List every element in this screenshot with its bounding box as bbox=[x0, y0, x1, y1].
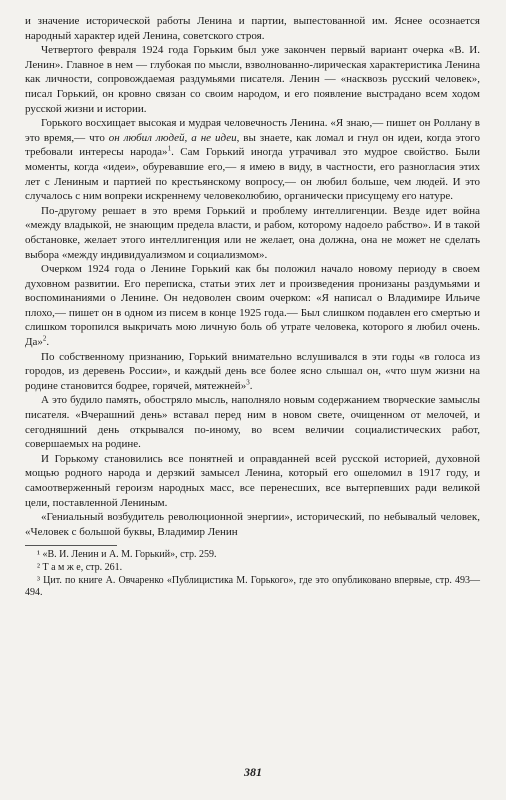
paragraph-text: , вы знаете, как ломал и гнул он идеи, когда этого требовали интересы народа» bbox=[25, 131, 480, 159]
emphasis-text: он любил людей, а не идеи bbox=[108, 131, 237, 144]
footnote-ref: 2 bbox=[42, 334, 47, 343]
paragraph bbox=[25, 14, 480, 43]
paragraph-text: и значение исторической работы Ленина и партии, выпестованной им. Яснее осознается народный характер идей Ленина, советского строя. bbox=[25, 15, 480, 42]
paragraph-text: По собственному признанию, Горький внимательно вслушивался в эти годы «в голоса из городов, из деревень России», и каждый день все более ясно слышал он, «что шум жизни на родине становится бодрее, горячей, мятежней» bbox=[25, 350, 480, 392]
paragraph-text: . bbox=[249, 379, 253, 392]
footnote: ³ Цит. по книге А. Овчаренко «Публицистика М. Горького», где это опубликовано впервые, стр. 493—494. bbox=[25, 574, 480, 599]
paragraph bbox=[25, 393, 480, 451]
paragraph-text: И Горькому становились все понятней и оправданней всей русской историей, духовной мощью родного народа и дерзкий замысел Ленина, который его ошеломил в 1917 году, и самоотверженный героизм народных масс, все перенесших, все вытерпевших ради великой цели, поставленной Лениным. bbox=[25, 452, 480, 509]
paragraph-text: . Сам Горький иногда утрачивал это мудрое свойство. Были моменты, когда «идеи», обуревавшие его,— я имею в виду, в частности, его разногласия этих лет с Лениным и партией по крестьянскому вопросу,— он любил больше, чем людей. И это случалось с ним вопреки искреннему человеколюбию, органически присущему его натуре. bbox=[25, 146, 480, 203]
body-text bbox=[25, 14, 480, 539]
paragraph bbox=[25, 262, 480, 350]
paragraph bbox=[25, 510, 480, 539]
paragraph bbox=[25, 204, 480, 262]
paragraph bbox=[25, 452, 480, 510]
footnote-ref: 1 bbox=[167, 144, 172, 153]
footnotes bbox=[25, 549, 480, 599]
paragraph bbox=[25, 350, 480, 394]
paragraph-text: А это будило память, обостряло мысль, наполняло новым содержанием творческие замыслы писателя. «Вчерашний день» вставал перед ним в новом свете, очищенном от мелочей, и сегодняшний день открывался по-иному, во всем величии социалистических работ, совершаемых на родине. bbox=[25, 394, 480, 451]
paragraph-text: Горького восхищает высокая и мудрая человечность Ленина. «Я знаю,— пишет он Роллану в это время,— что bbox=[25, 117, 480, 144]
paragraph-text: Очерком 1924 года о Ленине Горький как бы положил начало новому периоду в своем духовном развитии. Его переписка, статьи этих лет и произведения пронизаны раздумьями и воспоминаниями о Ленине. Он недоволен своим очерком: «Я написал о Владимире Ильиче плохо,— пишет он в одном из писем в конце 1925 года.— Был слишком подавлен его смертью и слишком торопился выкричать мою личную боль об утрате человека, которого я любил очень. Да» bbox=[25, 263, 480, 349]
paragraph-text: По-другому решает в это время Горький и проблему интеллигенции. Везде идет война «между владыкой, не знающим предела власти, и рабом, которому надоело рабство». И в такой обстановке, желает этого интеллигенция или не желает, она должна, она не может не сделать выбора «между индивидуализмом и социализмом». bbox=[25, 204, 480, 261]
paragraph-text: Четвертого февраля 1924 года Горьким был уже закончен первый вариант очерка «В. И. Ленин». Главное в нем — глубокая по мысли, взволнованно-лирическая характеристика Ленина как личности, сопровождаемая раздумьями писателя. Ленин — «насквозь русский человек», писал Горький, он кровно связан со своим народом, и его появление выстрадано всем ходом русской жизни и истории. bbox=[25, 44, 480, 115]
paragraph bbox=[25, 116, 480, 204]
footnote-ref: 3 bbox=[246, 378, 250, 387]
footnote: ² Т а м ж е, стр. 261. bbox=[37, 561, 123, 573]
page-number: 381 bbox=[244, 765, 262, 779]
paragraph-text: «Гениальный возбудитель революционной энергии», исторический, по небывалый человек, «Человек с большой буквы, Владимир Ленин bbox=[25, 511, 480, 538]
footnote: ¹ «В. И. Ленин и А. М. Горький», стр. 259. bbox=[37, 549, 217, 561]
paragraph bbox=[25, 43, 480, 116]
paragraph-text: . bbox=[46, 336, 50, 349]
footnote-divider bbox=[25, 545, 117, 546]
